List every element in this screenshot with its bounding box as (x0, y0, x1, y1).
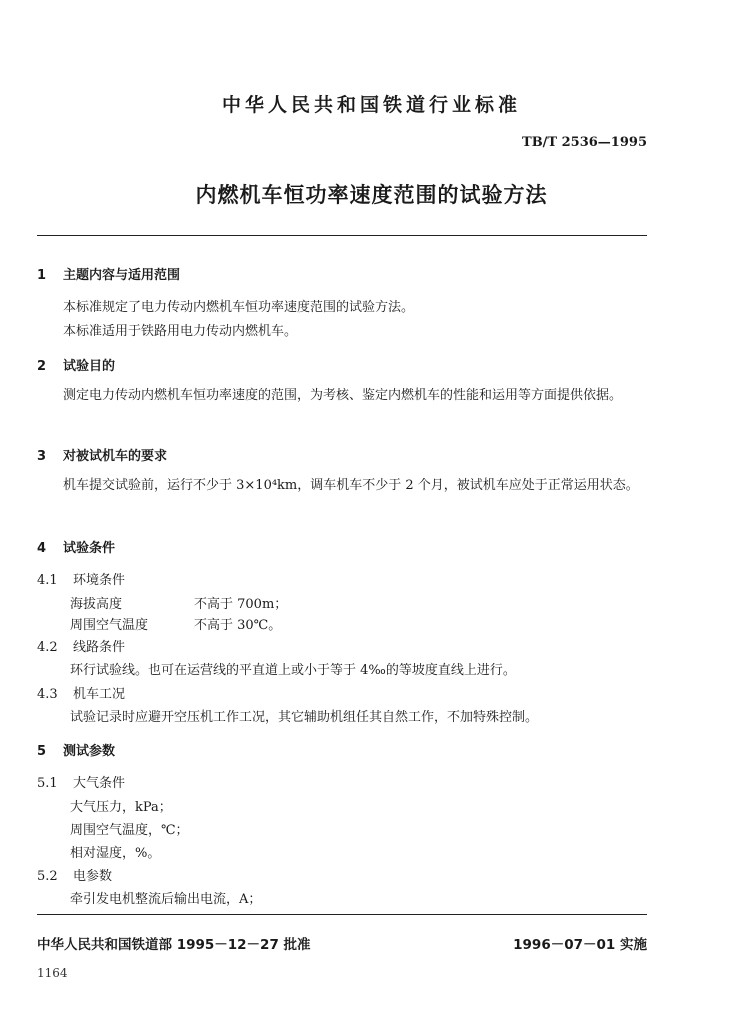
parameter-line: 牵引发电机整流后输出电流，A； (70, 892, 262, 907)
condition-value: 不高于 30℃。 (194, 618, 282, 633)
condition-value: 不高于 700m； (194, 597, 288, 612)
section-title: 主题内容与适用范围 (63, 268, 181, 283)
subsection-title: 大气条件 (73, 776, 126, 791)
subsection-title: 电参数 (73, 869, 113, 884)
subsection-title: 环境条件 (73, 573, 126, 588)
document-title: 内燃机车恒功率速度范围的试验方法 (195, 183, 548, 207)
subsection-4-2-heading (37, 636, 125, 655)
subsection-number: 5.1 (37, 776, 58, 791)
subsection-5-1-heading (37, 772, 125, 791)
parameter-line: 大气压力，kPa； (70, 800, 172, 815)
subsection-5-2-heading (37, 865, 112, 884)
issuing-organization: 中华人民共和国铁道行业标准 (221, 94, 521, 116)
section-2-heading (37, 355, 115, 374)
subsection-number: 4.1 (37, 573, 58, 588)
section-5-heading (37, 740, 115, 759)
implementation-date: 1996－07－01 实施 (513, 937, 647, 953)
parameter-line: 相对湿度，%。 (70, 846, 161, 861)
section-title: 测试参数 (63, 744, 116, 759)
subsection-number: 4.2 (37, 640, 58, 655)
env-condition-row (70, 614, 281, 633)
subsection-title: 机车工况 (73, 687, 126, 702)
section-2-paragraph: 测定电力传动内燃机车恒功率速度的范围，为考核、鉴定内燃机车的性能和运用等方面提供依据。 (63, 388, 623, 403)
page-number: 1164 (37, 966, 68, 980)
line-condition-text: 环行试验线。也可在运营线的平直道上或小于等于 4‰的等坡度直线上进行。 (70, 663, 516, 678)
section-title: 对被试机车的要求 (63, 449, 168, 464)
section-1-line-1: 本标准规定了电力传动内燃机车恒功率速度范围的试验方法。 (63, 300, 415, 315)
section-1-heading (37, 264, 180, 283)
section-number: 2 (37, 359, 47, 374)
subsection-4-3-heading (37, 683, 125, 702)
subsection-number: 5.2 (37, 869, 58, 884)
section-number: 1 (37, 268, 47, 283)
condition-term: 周围空气温度 (70, 618, 149, 633)
section-3-heading (37, 445, 167, 464)
env-condition-row (70, 593, 287, 612)
section-title: 试验条件 (63, 541, 116, 556)
section-number: 3 (37, 449, 47, 464)
subsection-4-1-heading (37, 569, 125, 588)
subsection-number: 4.3 (37, 687, 58, 702)
section-number: 4 (37, 541, 47, 556)
header-rule (37, 235, 647, 236)
standard-code: TB/T 2536—1995 (522, 135, 647, 150)
footer-rule (37, 914, 647, 915)
approval-statement: 中华人民共和国铁道部 1995－12－27 批准 (37, 937, 311, 953)
section-3-paragraph: 机车提交试验前，运行不少于 3×10⁴km，调车机车不少于 2 个月，被试机车应处于正常运用状态。 (63, 478, 639, 493)
section-4-heading (37, 537, 115, 556)
locomotive-condition-text: 试验记录时应避开空压机工作工况，其它辅助机组任其自然工作，不加特殊控制。 (70, 710, 539, 725)
condition-term: 海拔高度 (70, 597, 123, 612)
parameter-line: 周围空气温度，℃； (70, 823, 189, 838)
section-1-line-2: 本标准适用于铁路用电力传动内燃机车。 (63, 324, 298, 339)
subsection-title: 线路条件 (73, 640, 126, 655)
section-title: 试验目的 (63, 359, 116, 374)
section-number: 5 (37, 744, 47, 759)
